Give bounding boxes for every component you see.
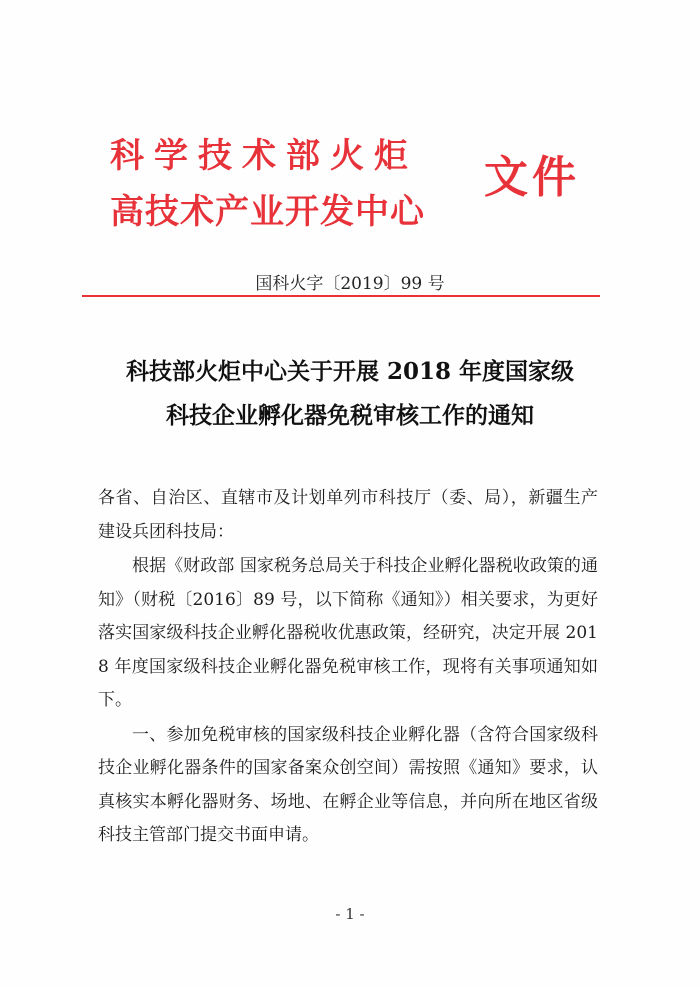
- document-number: 国科火字〔2019〕99 号: [255, 274, 445, 294]
- salutation: 各省、自治区、直辖市及计划单列市科技厅（委、局），新疆生产建设兵团科技局：: [98, 488, 598, 542]
- organization-name-line-2: 高技术产业开发中心: [110, 192, 425, 232]
- body-paragraph-1: 根据《财政部 国家税务总局关于科技企业孵化器税收政策的通知》（财税〔2016〕89 号，以下简称《通知》）相关要求，为更好落实国家级科技企业孵化器税收优惠政策，经研究，决定开展 2018 年度国家级科技企业孵化器免税审核工作，现将有关事项通知如下。: [98, 556, 598, 710]
- document-body: [98, 482, 598, 854]
- title-line-2: 科技企业孵化器免税审核工作的通知: [166, 402, 534, 429]
- title-line-1: 科技部火炬中心关于开展 2018 年度国家级: [125, 358, 575, 385]
- red-separator-line: [82, 295, 600, 297]
- organization-name-line-1: 科学技术部火炬: [110, 136, 418, 176]
- issuing-organization: [110, 128, 470, 240]
- document-title: [60, 350, 640, 438]
- body-paragraph-2: 一、参加免税审核的国家级科技企业孵化器（含符合国家级科技企业孵化器条件的国家备案众创空间）需按照《通知》要求，认真核实本孵化器财务、场地、在孵企业等信息，并向所在地区省级科技主管部门提交书面申请。: [98, 724, 598, 845]
- document-type-label: 文件: [484, 152, 580, 203]
- page-number: - 1 -: [335, 905, 365, 923]
